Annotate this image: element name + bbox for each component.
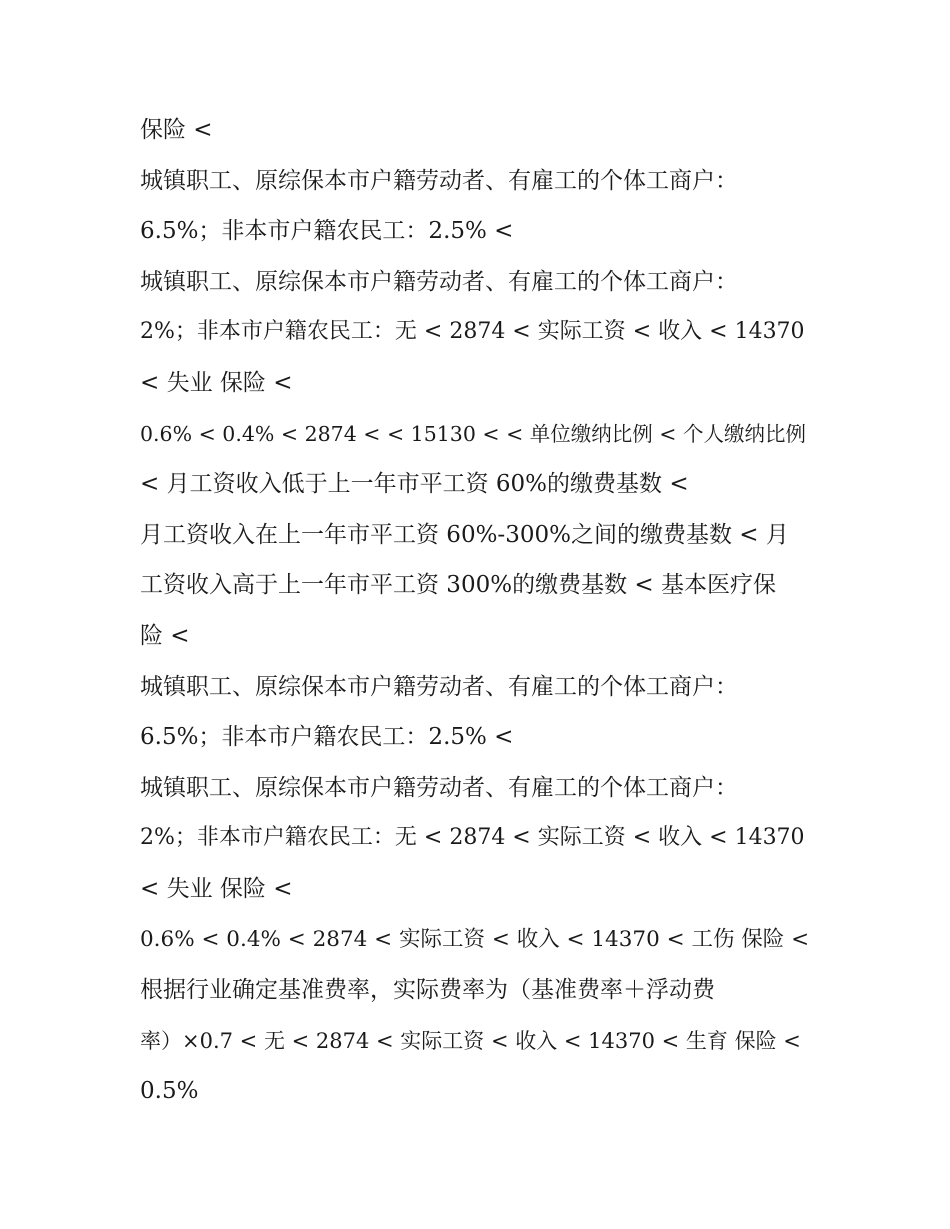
text-line: 城镇职工、原综保本市户籍劳动者、有雇工的个体工商户： xyxy=(140,774,738,801)
text-line: 6.5%；非本市户籍农民工：2.5% < xyxy=(140,724,514,751)
text-line: 2%；非本市户籍农民工：无 < 2874 < 实际工资 < 收入 < 14370 xyxy=(140,825,805,851)
text-line: < 失业 保险 < xyxy=(140,875,293,902)
text-line: 根据行业确定基准费率，实际费率为（基准费率＋浮动费 xyxy=(140,977,715,1004)
text-line: 月工资收入在上一年市平工资 60%-300%之间的缴费基数 < 月 xyxy=(140,521,789,548)
text-line: 城镇职工、原综保本市户籍劳动者、有雇工的个体工商户： xyxy=(140,167,738,194)
text-line: 0.6% < 0.4% < 2874 < 实际工资 < 收入 < 14370 < 工伤 保险 < xyxy=(140,926,810,952)
text-line: < 月工资收入低于上一年市平工资 60%的缴费基数 < xyxy=(140,471,689,498)
text-line: < 失业 保险 < xyxy=(140,369,293,396)
text-line: 2%；非本市户籍农民工：无 < 2874 < 实际工资 < 收入 < 14370 xyxy=(140,319,805,345)
text-line: 险 < xyxy=(140,622,190,649)
text-line: 0.5% xyxy=(140,1078,199,1105)
text-line: 城镇职工、原综保本市户籍劳动者、有雇工的个体工商户： xyxy=(140,673,738,700)
text-line: 保险 < xyxy=(140,117,213,143)
text-line: 0.6% < 0.4% < 2874 < < 15130 < < 单位缴纳比例 < 个人缴纳比例 xyxy=(140,421,806,446)
text-line: 工资收入高于上一年市平工资 300%的缴费基数 < 基本医疗保 xyxy=(140,572,776,599)
text-line: 6.5%；非本市户籍农民工：2.5% < xyxy=(140,218,514,245)
text-line: 率）×0.7 < 无 < 2874 < 实际工资 < 收入 < 14370 < 生育 保险 < xyxy=(140,1028,801,1053)
text-line: 城镇职工、原综保本市户籍劳动者、有雇工的个体工商户： xyxy=(140,268,738,295)
